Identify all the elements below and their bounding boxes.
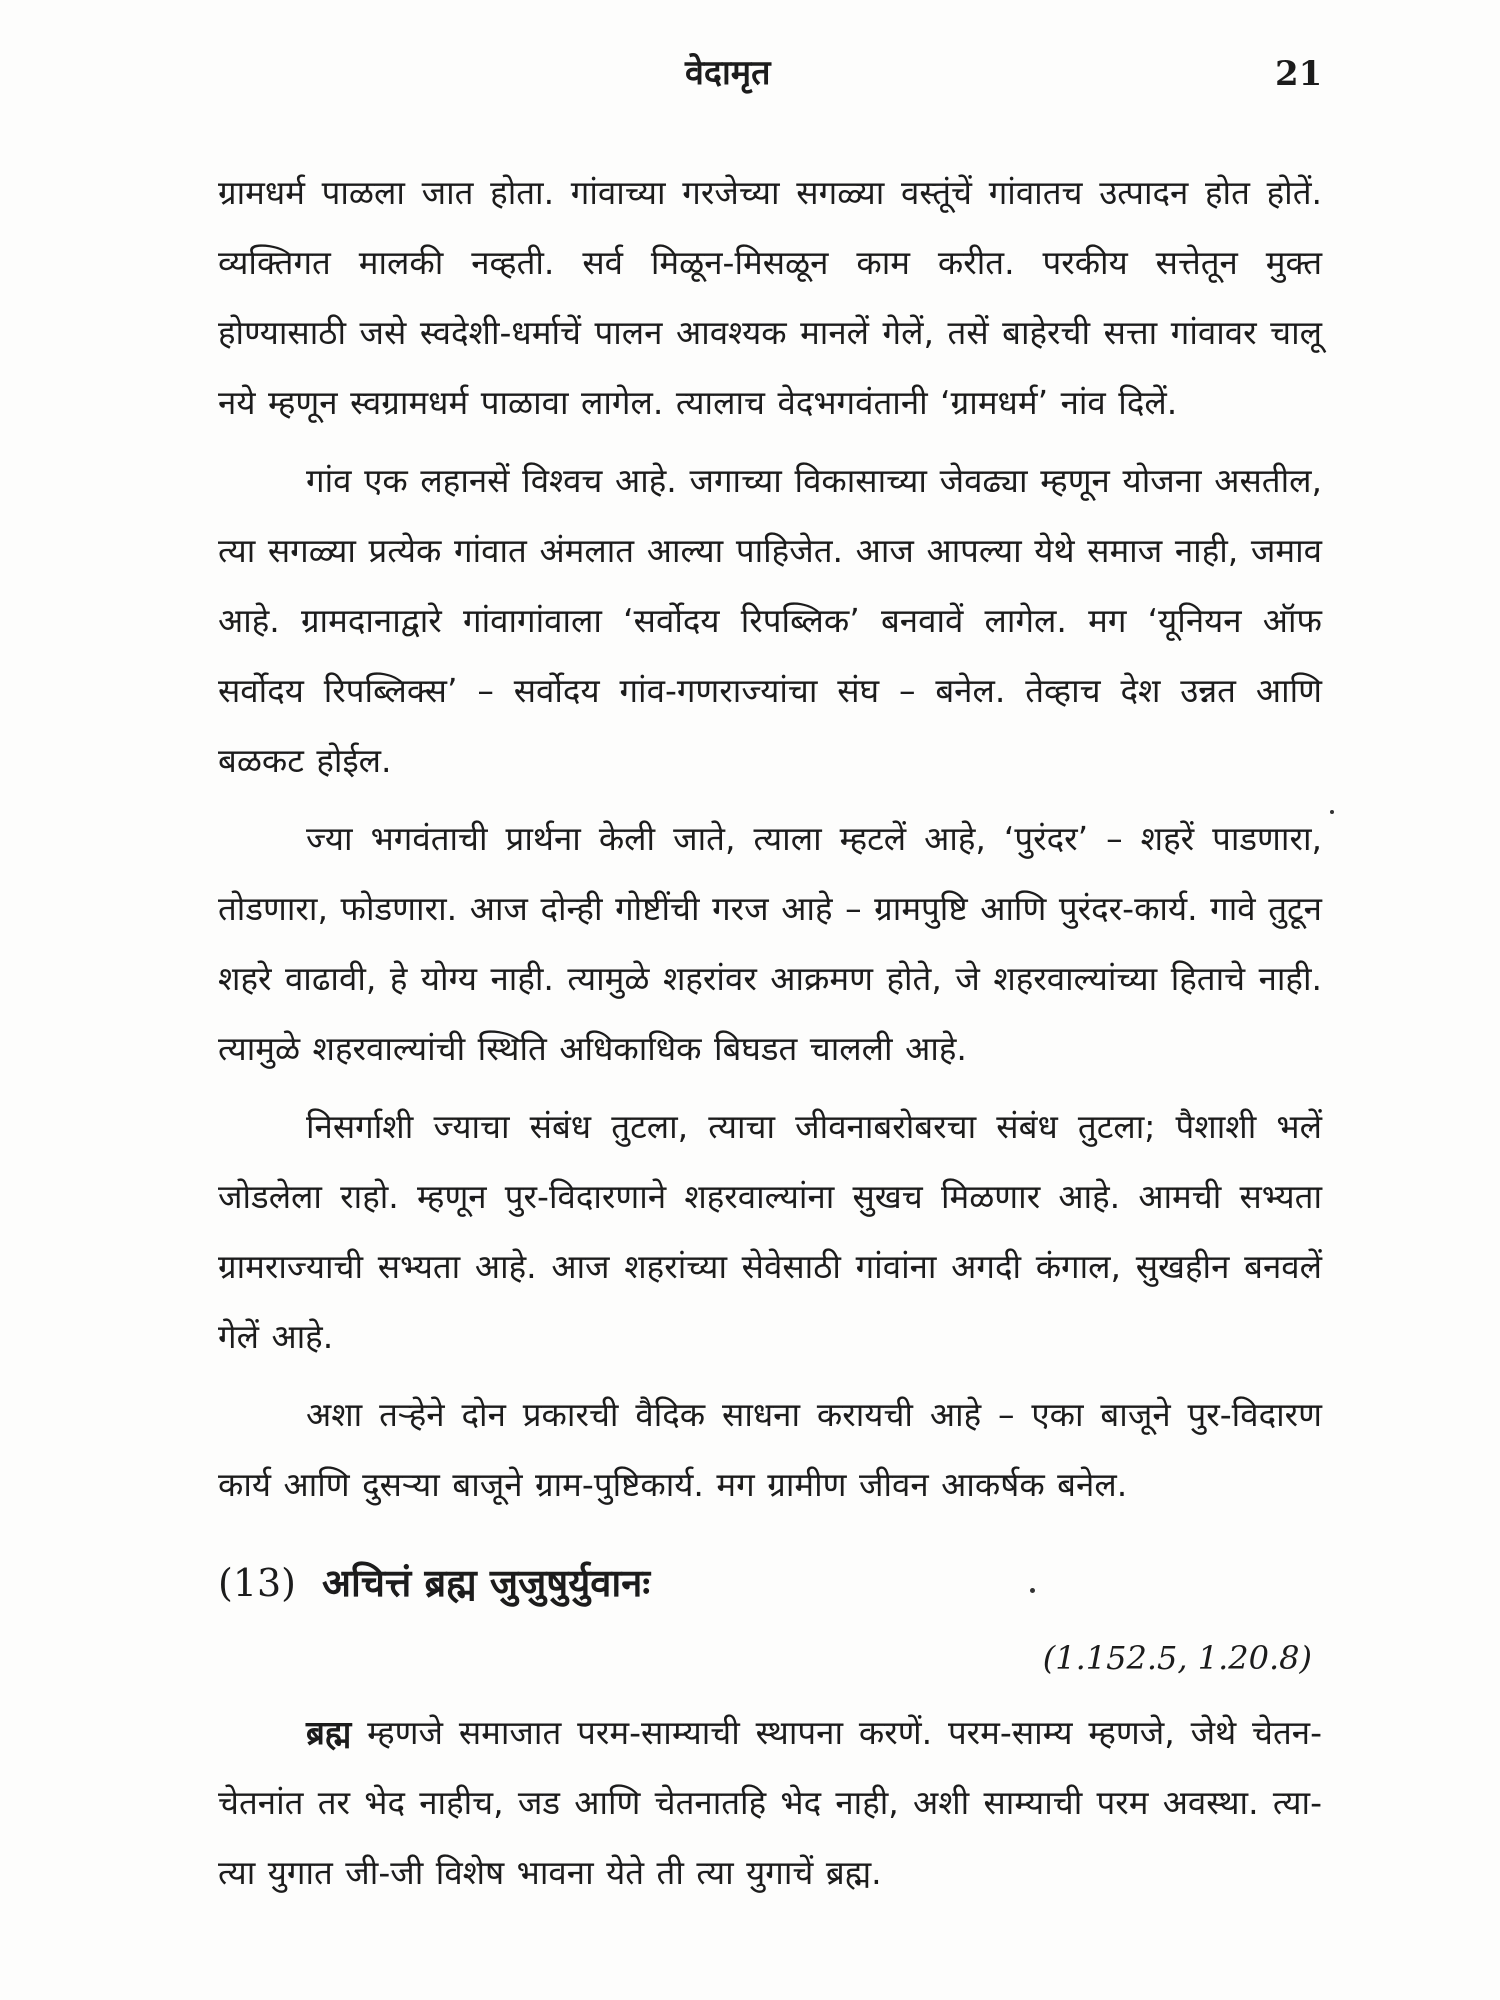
section-paragraph-text: म्हणजे समाजात परम-साम्याची स्थापना करणें. परम-साम्य म्हणजे, जेथे चेतन-चेतनांत तर भेद नाहीच, जड आणि चेतनातहि भेद नाही, अशी साम्याची परम अवस्था. त्या-त्या युगात जी-जी विशेष भावना येते ती त्या युगाचें ब्रह्म. [218, 1713, 1322, 1892]
paragraph-4: निसर्गाशी ज्याचा संबंध तुटला, त्याचा जीवनाबरोबरचा संबंध तुटला; पैशाशी भलें जोडलेला राहो. म्हणून पुर-विदारणाने शहरवाल्यांना सुखच मिळणार आहे. आमची सभ्यता ग्रामराज्याची सभ्यता आहे. आज शहरांच्या सेवेसाठी गांवांना अगदी कंगाल, सुखहीन बनवलें गेलें आहे. [218, 1107, 1322, 1356]
page-number: 21 [1275, 54, 1323, 94]
paragraph-3: ज्या भगवंताची प्रार्थना केली जाते, त्याला म्हटलें आहे, ‘पुरंदर’ – शहरें पाडणारा, तोडणारा, फोडणारा. आज दोन्ही गोष्टींची गरज आहे – ग्रामपुष्टि आणि पुरंदर-कार्य. गावे तुटून शहरे वाढावी, हे योग्य नाही. त्यामुळे शहरांवर आक्रमण होते, जे शहरवाल्यांच्या हिताचे नाही. त्यामुळे शहरवाल्यांची स्थिति अधिकाधिक बिघडत चालली आहे. [218, 819, 1322, 1068]
paragraph-1: ग्रामधर्म पाळला जात होता. गांवाच्या गरजेच्या सगळ्या वस्तूंचें गांवातच उत्पादन होत होतें. व्यक्तिगत मालकी नव्हती. सर्व मिळून-मिसळून काम करीत. परकीय सत्तेतून मुक्त होण्यासाठी जसे स्वदेशी-धर्माचें पालन आवश्यक मानलें गेलें, तसें बाहेरची सत्ता गांवावर चालू नये म्हणून स्वग्रामधर्म पाळावा लागेल. त्यालाच वेदभगवंतानी ‘ग्रामधर्म’ नांव दिलें. [218, 173, 1322, 422]
section-heading [218, 1548, 1322, 1618]
section-paragraph [218, 1698, 1322, 1908]
verse-reference: (1.152.5, 1.20.8) [1042, 1639, 1312, 1677]
body-text [218, 158, 1322, 1916]
running-header [0, 48, 1500, 98]
section-number: (13) [218, 1561, 297, 1605]
bold-term: ब्रह्म [306, 1713, 352, 1752]
ink-speck [1330, 810, 1334, 814]
ink-speck [1030, 1588, 1035, 1593]
paragraph-2: गांव एक लहानसें विश्वच आहे. जगाच्या विकासाच्या जेवढ्या म्हणून योजना असतील, त्या सगळ्या प्रत्येक गांवात अंमलात आल्या पाहिजेत. आज आपल्या येथे समाज नाही, जमाव आहे. ग्रामदानाद्वारे गांवागांवाला ‘सर्वोदय रिपब्लिक’ बनवावें लागेल. मग ‘यूनियन ऑफ सर्वोदय रिपब्लिक्स’ – सर्वोदय गांव-गणराज्यांचा संघ – बनेल. तेव्हाच देश उन्नत आणि बळकट होईल. [218, 461, 1322, 780]
running-title: वेदामृत [685, 53, 771, 93]
section-title: अचित्तं ब्रह्म जुजुषुर्युवानः [322, 1561, 651, 1605]
paragraph-5: अशा तऱ्हेने दोन प्रकारची वैदिक साधना करायची आहे – एका बाजूने पुर-विदारण कार्य आणि दुसऱ्या बाजूने ग्राम-पुष्टिकार्य. मग ग्रामीण जीवन आकर्षक बनेल. [218, 1395, 1322, 1504]
